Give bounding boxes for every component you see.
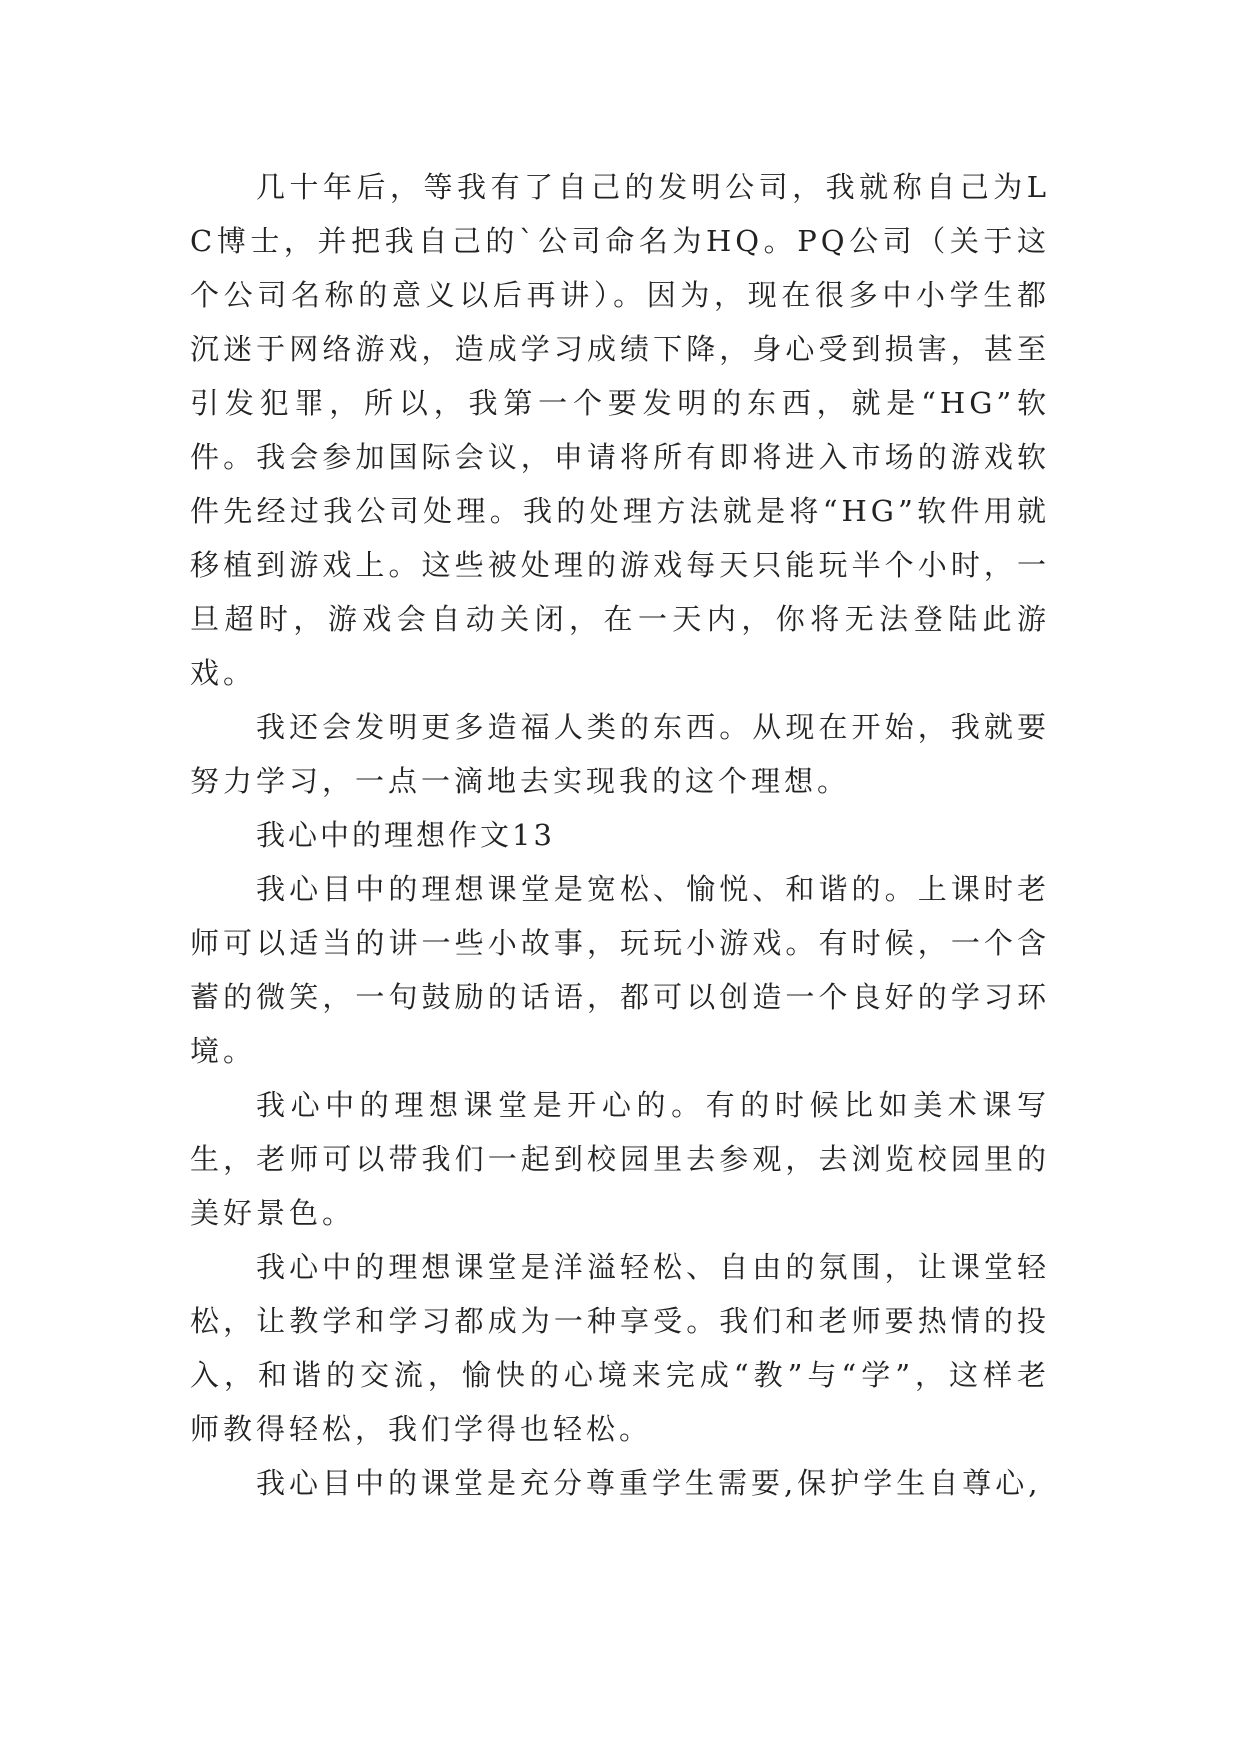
- paragraph: 我心目中的课堂是充分尊重学生需要,保护学生自尊心,: [256, 1466, 1042, 1500]
- document-body: [190, 160, 1050, 1510]
- paragraph: 我心中的理想课堂是开心的。有的时候比如美术课写生，老师可以带我们一起到校园里去参观，去浏览校园里的美好景色。: [190, 1088, 1050, 1230]
- paragraph: 我心中的理想课堂是洋溢轻松、自由的氛围，让课堂轻松，让教学和学习都成为一种享受。我们和老师要热情的投入，和谐的交流，愉快的心境来完成“教”与“学”，这样老师教得轻松，我们学得也轻松。: [190, 1250, 1050, 1446]
- paragraph: 我心目中的理想课堂是宽松、愉悦、和谐的。上课时老师可以适当的讲一些小故事，玩玩小游戏。有时候，一个含蓄的微笑，一句鼓励的话语，都可以创造一个良好的学习环境。: [190, 872, 1050, 1068]
- section-heading: 我心中的理想作文13: [256, 818, 555, 852]
- paragraph: 我还会发明更多造福人类的东西。从现在开始，我就要努力学习，一点一滴地去实现我的这个理想。: [190, 710, 1050, 798]
- paragraph: 几十年后，等我有了自己的发明公司，我就称自己为LC博士，并把我自己的`公司命名为HQ。PQ公司（关于这个公司名称的意义以后再讲）。因为，现在很多中小学生都沉迷于网络游戏，造成学习成绩下降，身心受到损害，甚至引发犯罪，所以，我第一个要发明的东西，就是“HG”软件。我会参加国际会议，申请将所有即将进入市场的游戏软件先经过我公司处理。我的处理方法就是将“HG”软件用就移植到游戏上。这些被处理的游戏每天只能玩半个小时，一旦超时，游戏会自动关闭，在一天内，你将无法登陆此游戏。: [190, 170, 1050, 690]
